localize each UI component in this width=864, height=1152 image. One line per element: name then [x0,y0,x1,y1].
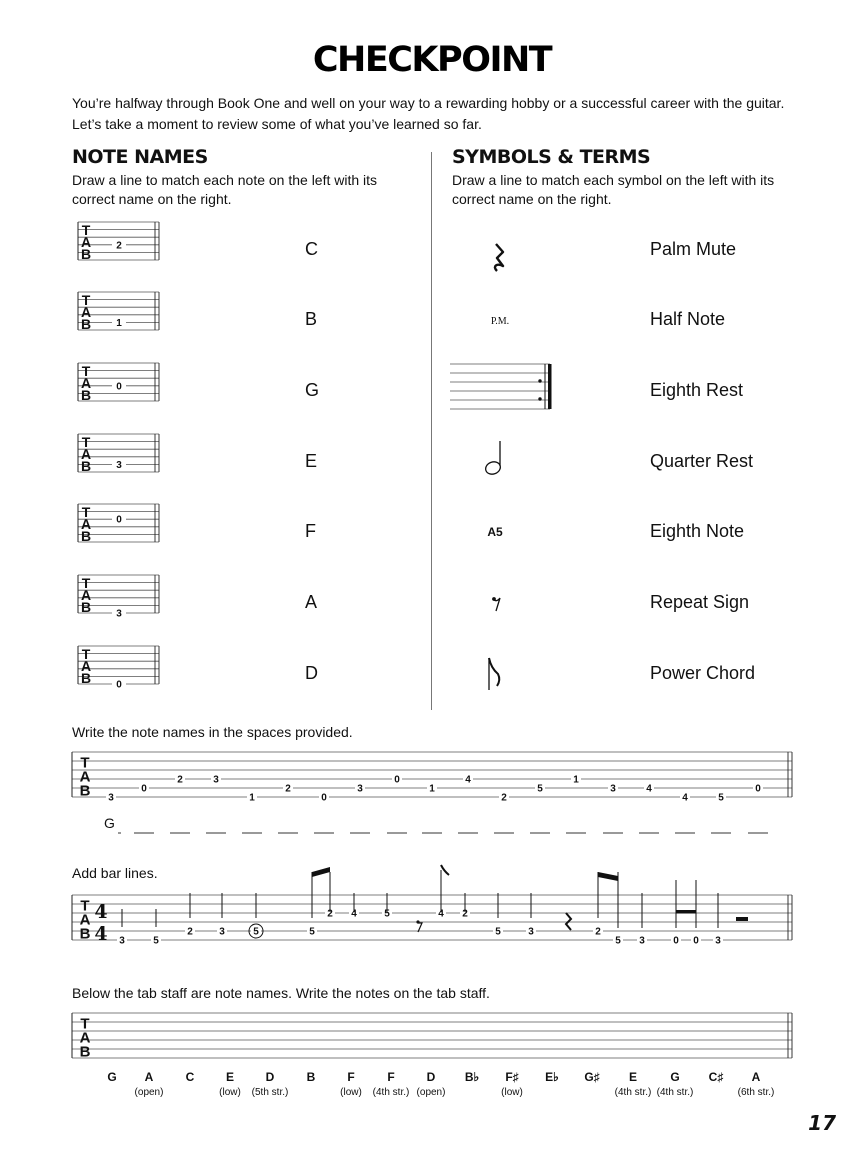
eighth-beam [598,872,618,881]
exercise3-instruction: Below the tab staff are note names. Write the notes on the tab staff. [72,985,490,1001]
tab-letter-a: A [79,768,91,786]
note-name-answer: C [305,239,318,259]
note-name-answer: D [305,663,318,683]
eighth-flag [441,865,449,875]
tab-letter-a: A [79,911,91,929]
quarter-rest-symbol [495,244,503,271]
note-name-label: F [347,1070,355,1084]
tab-letter-t: T [80,897,90,915]
repeat-dot [538,379,541,382]
fret-number: 3 [610,783,616,795]
note-name-sublabel: (5th str.) [251,1087,289,1098]
note-name-label: C [185,1070,195,1084]
tab-letter-a: A [80,515,92,532]
note-name-answer: A [305,592,318,612]
note-name-sublabel: (low) [501,1087,523,1098]
fret-number: 2 [116,240,122,252]
note-names-instruction: Draw a line to match each note on the left with its correct name on the right. [72,172,378,207]
tab-letter-a: A [80,374,92,391]
page-title: CHECKPOINT [312,40,552,80]
note-name-label: C♯ [708,1070,724,1084]
fret-number: 3 [528,926,534,938]
note-name-sublabel: (4th str.) [656,1087,694,1098]
fret-number: 3 [213,774,219,786]
intro-paragraph: You’re halfway through Book One and well on your way to a rewarding hobby or a successful career with the guitar. Let’s take a moment to review some of what you’ve learned so far. [72,95,785,132]
note-name-label: G [107,1070,117,1084]
note-name-label: E [628,1070,637,1084]
fret-number: 4 [351,908,357,920]
fret-number: 1 [573,774,579,786]
tab-letter-a: A [80,657,92,674]
symbols-instruction: Draw a line to match each symbol on the left with its correct name on the right. [452,172,775,207]
note-name-label: F♯ [505,1070,519,1084]
fret-number: 4 [646,783,652,795]
fret-number: 3 [119,935,125,947]
note-name-label: D [426,1070,436,1084]
tab-letter-t: T [81,363,91,380]
quarter-rest-icon [566,913,571,930]
tab-letter-t: T [81,575,91,592]
fret-number: 3 [639,935,645,947]
tab-letter-t: T [81,292,91,309]
fret-number: 5 [495,926,501,938]
note-name-label: D [265,1070,275,1084]
fret-number: 5 [153,935,159,947]
fret-number: 4 [465,774,471,786]
eighth-beam [676,910,696,914]
note-name-label: E♭ [545,1070,559,1084]
fret-number: 4 [682,792,688,804]
term-answer: Power Chord [650,663,756,683]
tab-letter-b: B [80,245,92,262]
tab-letter-b: B [79,782,91,800]
tab-letter-t: T [81,504,91,521]
fret-number: 0 [693,935,699,947]
fret-number: 0 [141,783,147,795]
tab-letter-a: A [80,233,92,250]
fret-number: 5 [384,908,390,920]
tab-letter-b: B [80,598,92,615]
note-name-answer: G [305,380,320,400]
exercise1-first-answer: G [104,815,115,831]
half-rest-icon [736,917,748,921]
palm-mute-symbol: P.M. [490,316,510,327]
tab-letter-t: T [80,754,90,772]
eighth-note-flag [489,658,499,686]
fret-number: 0 [116,679,122,691]
fret-number: 5 [537,783,543,795]
repeat-dot [538,397,541,400]
tab-letter-a: A [79,1029,91,1047]
fret-number: 5 [309,926,315,938]
tab-letter-t: T [80,1015,90,1033]
term-answer: Repeat Sign [650,592,750,612]
term-answer: Half Note [650,309,726,329]
fret-number: 2 [187,926,193,938]
tab-letter-b: B [80,457,92,474]
note-name-label: A [144,1070,154,1084]
note-name-answer: F [305,521,316,541]
fret-number: 0 [673,935,679,947]
tab-letter-b: B [79,1043,91,1061]
note-name-sublabel: (open) [134,1087,164,1098]
fret-number: 0 [755,783,761,795]
note-names-heading: NOTE NAMES [72,146,208,168]
fret-number: 5 [718,792,724,804]
symbols-heading: SYMBOLS & TERMS [452,146,651,168]
note-name-sublabel: (low) [340,1087,362,1098]
power-chord-symbol: A5 [487,525,503,539]
fret-number: 3 [219,926,225,938]
tab-letter-b: B [80,669,92,686]
fret-number: 0 [116,381,122,393]
page-number: 17 [808,1111,836,1135]
note-name-label: G [670,1070,680,1084]
fret-number: 3 [116,459,122,471]
fret-number: 2 [177,774,183,786]
fret-number: 2 [462,908,468,920]
term-answer: Eighth Note [650,521,745,541]
tab-letter-a: A [80,586,92,603]
fret-number: 1 [249,792,255,804]
fret-number: 2 [327,908,333,920]
tab-letter-t: T [81,222,91,239]
tab-letter-b: B [80,315,92,332]
fret-number: 3 [715,935,721,947]
term-answer: Quarter Rest [650,451,754,471]
fret-number: 1 [429,783,435,795]
note-name-label: B♭ [464,1070,480,1084]
fret-number: 0 [321,792,327,804]
note-name-label: F [387,1070,395,1084]
fret-number: 1 [116,317,122,329]
tab-letter-b: B [80,527,92,544]
note-name-sublabel: (6th str.) [737,1087,775,1098]
repeat-thick-bar [548,364,552,409]
eighth-rest-dot [416,920,419,923]
time-signature-bottom: 4 [94,923,108,945]
fret-number: 2 [285,783,291,795]
exercise2-instruction: Add bar lines. [72,865,158,881]
eighth-beam [312,867,330,877]
eighth-rest-stroke [494,598,500,611]
tab-letter-b: B [80,386,92,403]
fret-number: 5 [615,935,621,947]
fret-number: 0 [116,514,122,526]
fret-number: 2 [501,792,507,804]
note-name-sublabel: (4th str.) [614,1087,652,1098]
fret-number: 5 [253,926,259,938]
note-name-sublabel: (open) [416,1087,446,1098]
note-name-label: E [225,1070,234,1084]
fret-number: 3 [108,792,114,804]
note-name-sublabel: (low) [219,1087,241,1098]
term-answer: Eighth Rest [650,380,744,400]
tab-letter-t: T [81,646,91,663]
exercise1-instruction: Write the note names in the spaces provided. [72,724,353,740]
fret-number: 0 [394,774,400,786]
tab-letter-a: A [80,303,92,320]
note-name-label: B [306,1070,316,1084]
note-name-answer: B [305,309,318,329]
fret-number: 3 [116,608,122,620]
fret-number: 3 [357,783,363,795]
fret-number: 4 [438,908,444,920]
note-name-label: G♯ [584,1070,600,1084]
time-signature-top: 4 [94,901,108,923]
tab-letter-a: A [80,445,92,462]
note-name-sublabel: (4th str.) [372,1087,410,1098]
note-name-answer: E [305,451,318,471]
fret-number: 2 [595,926,601,938]
note-name-label: A [751,1070,761,1084]
tab-letter-t: T [81,434,91,451]
term-answer: Palm Mute [650,239,737,259]
tab-letter-b: B [79,925,91,943]
